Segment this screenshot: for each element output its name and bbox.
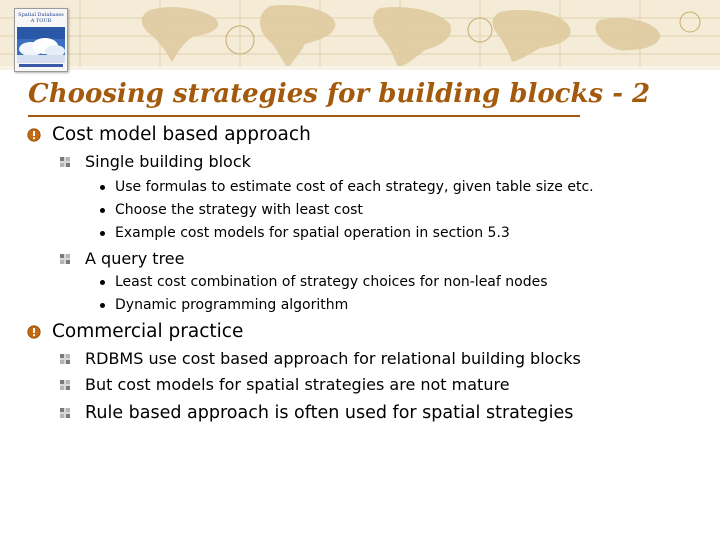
square-grid-icon (60, 354, 70, 364)
dot-bullet (100, 280, 105, 285)
square-grid-icon (60, 380, 70, 390)
book-cover-sky-image (17, 27, 65, 63)
title-underline (28, 115, 580, 117)
circle-exclamation-icon (27, 128, 41, 142)
subbullet-cost-models-not-mature: But cost models for spatial strategies are not mature (85, 375, 510, 394)
subbullet-rdbms: RDBMS use cost based approach for relational building blocks (85, 349, 581, 368)
item-example-cost-models: Example cost models for spatial operation in section 5.3 (115, 225, 510, 241)
circle-exclamation-icon (27, 325, 41, 339)
book-cover-footer-bar (19, 64, 63, 67)
world-map-graphic (0, 0, 720, 70)
book-cover-logo (14, 8, 68, 72)
subbullet-query-tree: A query tree (85, 249, 185, 268)
dot-bullet (100, 208, 105, 213)
subbullet-single-building-block: Single building block (85, 152, 251, 171)
square-grid-icon (60, 157, 70, 167)
slide-title: Choosing strategies for building blocks - 2 (28, 79, 651, 109)
item-least-cost-combination: Least cost combination of strategy choices for non-leaf nodes (115, 274, 548, 290)
square-grid-icon (60, 408, 70, 418)
subbullet-rule-based: Rule based approach is often used for spatial strategies (85, 403, 574, 423)
item-dynamic-programming: Dynamic programming algorithm (115, 297, 349, 313)
world-map-banner (0, 0, 720, 70)
book-title: Spatial Databases A TOUR (18, 12, 64, 24)
item-formulas: Use formulas to estimate cost of each strategy, given table size etc. (115, 179, 594, 195)
bullet-cost-model: Cost model based approach (52, 124, 311, 145)
dot-bullet (100, 303, 105, 308)
item-least-cost: Choose the strategy with least cost (115, 202, 363, 218)
dot-bullet (100, 185, 105, 190)
dot-bullet (100, 231, 105, 236)
square-grid-icon (60, 254, 70, 264)
bullet-commercial-practice: Commercial practice (52, 321, 244, 342)
